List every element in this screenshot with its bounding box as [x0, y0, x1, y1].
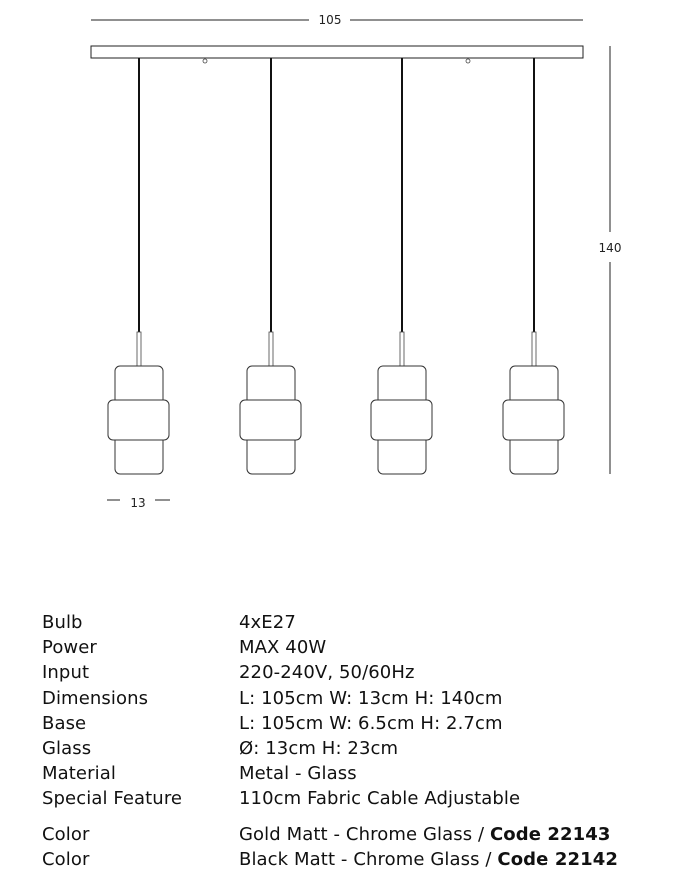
spec-label: Bulb	[42, 612, 83, 633]
color-row	[42, 847, 682, 872]
spec-label: Base	[42, 712, 87, 734]
pendant-lamp	[503, 58, 564, 474]
height-label: 140	[598, 241, 622, 255]
pendant-lamp	[108, 58, 169, 474]
product-code: Code 22142	[497, 848, 618, 870]
spec-row	[42, 761, 682, 786]
spec-row	[42, 686, 682, 711]
shade-width-label: 13	[130, 496, 146, 510]
spec-row	[42, 635, 682, 660]
spec-row	[42, 660, 682, 685]
product-code: Code 22143	[490, 823, 611, 845]
spec-label: Glass	[42, 738, 92, 760]
spec-value: 110cm Fabric Cable Adjustable	[239, 788, 521, 810]
color-value: Black Matt - Chrome Glass /	[239, 848, 498, 870]
spec-label: Dimensions	[42, 687, 149, 709]
spec-label: Power	[42, 637, 97, 659]
spec-label: Special Feature	[42, 788, 183, 810]
spec-value: Metal - Glass	[239, 763, 357, 785]
spec-value: L: 105cm W: 6.5cm H: 2.7cm	[239, 712, 503, 734]
pendant-lamp	[240, 58, 301, 474]
color-row	[42, 822, 682, 847]
color-value: Gold Matt - Chrome Glass /	[239, 823, 490, 845]
shade-width-dimension	[107, 496, 170, 510]
spec-row	[42, 736, 682, 761]
spec-row	[42, 610, 682, 635]
spec-row	[42, 711, 682, 736]
spec-value: 220-240V, 50/60Hz	[239, 662, 415, 684]
spec-value: L: 105cm W: 13cm H: 140cm	[239, 687, 503, 709]
spec-value: MAX 40W	[239, 637, 327, 659]
spec-row	[42, 786, 682, 811]
pendant-lamp	[371, 58, 432, 474]
height-dimension	[599, 46, 622, 474]
color-label: Color	[42, 848, 90, 870]
width-label: 105	[318, 13, 342, 27]
spec-label: Material	[42, 763, 116, 785]
spec-value: 4xE27	[239, 612, 296, 633]
width-dimension	[91, 13, 583, 27]
color-label: Color	[42, 823, 90, 845]
ceiling-base	[91, 46, 583, 58]
spec-value: Ø: 13cm H: 23cm	[239, 738, 399, 760]
spec-table	[42, 610, 682, 872]
spec-label: Input	[42, 662, 90, 684]
